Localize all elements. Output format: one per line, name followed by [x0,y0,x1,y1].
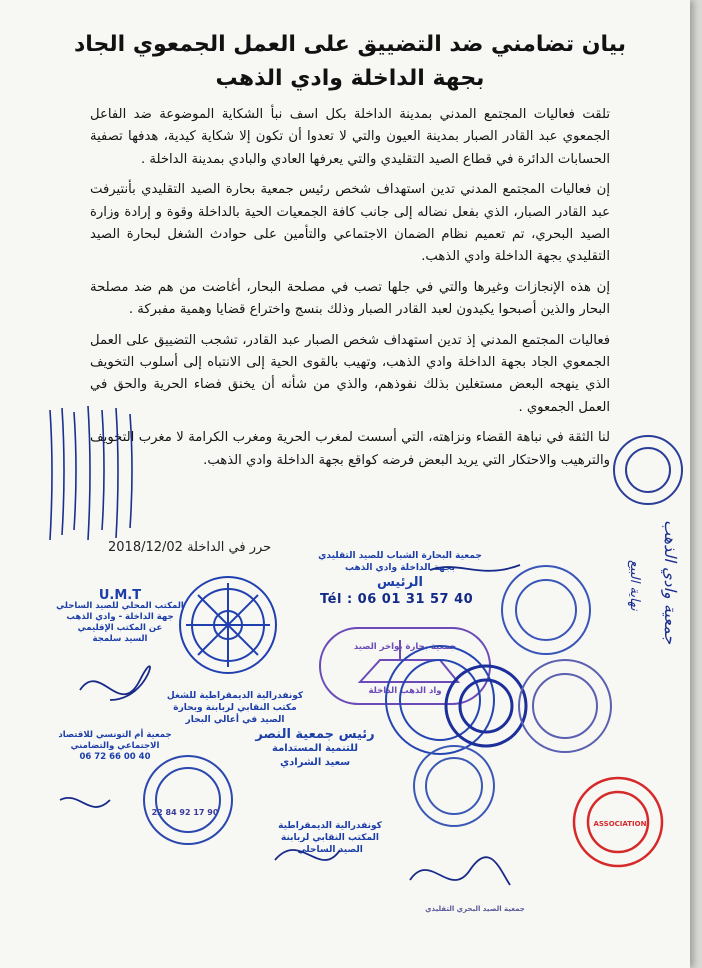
ship-stamp-text: جمعية بحارة بواخر الصيد [353,642,457,652]
paragraph-5: لنا الثقة في نباهة القضاء ونزاهته، التي أسست لمغرب الحرية ومغرب الكرامة لا مغرب التخويف والترهيب والاحتكار التي يريد البعض فرضه كواقع بجهة الداخلة وادي الذهب. [90,430,610,468]
ship-stamp-bottom: واد الذهب الداخلة [368,686,442,696]
paragraph-2: إن فعاليات المجتمع المدني تدين استهداف شخص رئيس جمعية بحارة الصيد التقليدي بأنتيرفت عبد القادر الصبار، الذي بفعل نضاله إلى جانب كافة الجمعيات الحية بالداخلة وقوة و إرادة وزارة الصيد البحري، تم تعميم نظام الضمان الاجتماعي والتأمين على حوادث الشغل لبحارة الصيد التقليدي بجهة الداخلة وادي الذهب. [90,182,610,265]
lower-left-stamp [144,756,232,844]
umt-header: U.M.T [98,588,142,603]
right-stamp-2 [614,436,682,504]
red-stamp [574,778,662,866]
youth-assoc-role: الرئيس [377,575,423,590]
bottom-small-text: جمعية الصيد البحري التقليدي [425,905,525,913]
youth-assoc-line2: بجهة الداخلة وادي الذهب [344,563,455,573]
umt-line1: المكتب المحلي للصيد الساحلي [56,601,184,611]
red-stamp-text: ASSOCIATION [593,820,647,828]
confed-1-line2: مكتب النقابي لربابنة وبحارة [173,703,297,713]
right-stamp-1 [502,566,590,654]
umt-line2: جهة الداخلة - وادي الذهب [66,612,174,622]
confed-1-line3: الصيد في أعالي البحار [185,715,285,725]
paragraph-1: تلقت فعاليات المجتمع المدني بمدينة الداخلة بكل اسف نبأ الشكاية الموضوعة ضد الفاعل الجمعوي عبد القادر الصبار بمدينة العيون والتي لا تعدوا أن تكون إلا شكاية كيدية، هدفها تصفية الحسابات الدائرة في قطاع الصيد التقليدي والتي يعرفها العادي والبادي بمدينة الداخلة . [90,107,610,167]
right-handwritten-1: جمعية وادي الذهب [661,520,680,645]
paragraph-3: إن هذه الإنجازات وغيرها والتي في جلها تصب في مصلحة البحار، أغاضت من هم ضد مصلحة البحار والذين أصبحوا يكيدون لعبد القادر الصبار وذلك بنسج واختراع قضايا وهمية مفبركة . [90,279,610,318]
confed-2-line1: كونفدرالية الديمقراطية [278,821,382,831]
nasr-line2: للتنمية المستدامة [272,743,358,754]
nasr-line1: رئيس جمعية النصر [255,727,375,742]
paragraph-4: فعاليات المجتمع المدني إذ تدين استهداف شخص الصبار عبد القادر، تشجب التضييق على العمل الجمعوي الجاد بجهة الداخلة وادي الذهب، وتهيب بالقوى الحية إلى الانتباه إلى أسلوب التخويف الذي ينهجه البعض مستغلين بذلك نفوذهم، والذي من شأنه أن يخنق فضاء الحرية والحق في العمل الجمعوي . [90,332,610,415]
umt-line3: عن المكتب الإقليمي [77,623,163,633]
date-line: حرر في الداخلة 2018/12/02 [108,540,272,555]
assoc-union-phone: 06 72 66 00 40 [79,752,151,762]
youth-assoc-line1: جمعية البحارة الشباب للصيد التقليدي [318,551,482,561]
center-stamp-1 [386,646,494,754]
confed-1-line1: كونفدرالية الديمقراطية للشغل [166,691,304,701]
youth-assoc-tel: Tél : 06 01 31 57 40 [320,592,474,607]
confed-2-line3: الصيد الساحلي [297,845,363,855]
document-title: بيان تضامني ضد التضييق على العمل الجمعوي الجاد بجهة الداخلة وادي الذهب [73,32,627,91]
assoc-union-line1: جمعية أم التونسي للاقتصاد [58,730,172,740]
center-stamp-2 [446,666,526,746]
confed-2-line2: المكتب النقابي لربابنة [281,833,379,843]
right-stamp-3 [519,660,611,752]
stamp-lower-center [414,746,494,826]
ship-wheel-stamp [180,577,276,673]
umt-line4: السيد سلمجة [92,634,148,644]
right-handwritten-2: نهاية البيع [627,560,642,611]
phone-box-stamp: 22 84 92 17 90 [151,808,219,817]
assoc-union-line2: الاجتماعي والتضامني [70,741,160,751]
nasr-line3: سعيد الشرادي [279,757,351,768]
